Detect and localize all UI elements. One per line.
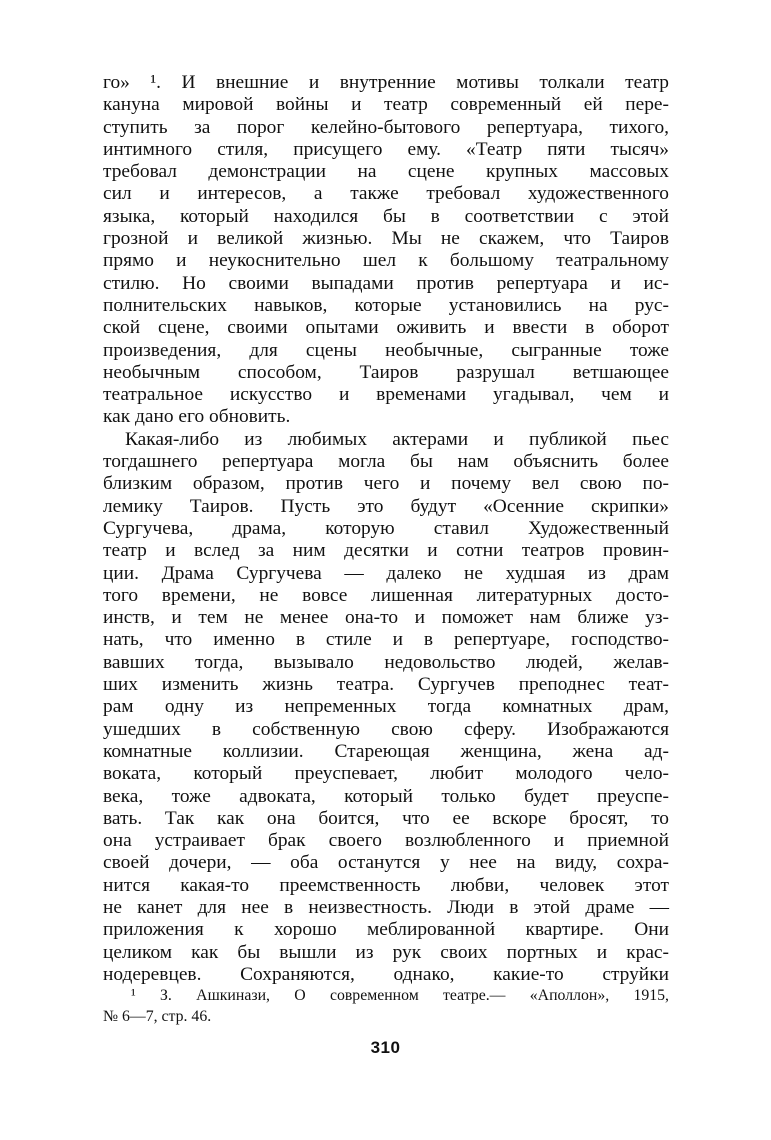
text-line: воката, который преуспевает, любит молодого чело-: [103, 763, 669, 785]
text-line: как дано его обновить.: [103, 406, 291, 428]
text-line: Какая-либо из любимых актерами и публикой пьес: [125, 428, 669, 450]
footnote-line: № 6—7, стр. 46.: [103, 1008, 212, 1025]
text-line: не канет для нее в неизвестность. Люди в этой драме —: [103, 896, 669, 918]
text-line: нодеревцев. Сохраняются, однако, какие-то струйки: [103, 963, 669, 985]
text-line: лемику Таиров. Пусть это будут «Осенние скрипки»: [103, 495, 669, 517]
text-line: произведения, для сцены необычные, сыгранные тоже: [103, 339, 669, 361]
text-line: кануна мировой войны и театр современный ей пере-: [103, 94, 669, 116]
text-line: того времени, не вовсе лишенная литературных досто-: [103, 584, 669, 606]
text-line: полнительских навыков, которые установились на рус-: [103, 294, 669, 316]
text-line: ших изменить жизнь театра. Сургучев преподнес теат-: [103, 674, 669, 696]
text-line: вавших тогда, вызывало недовольство людей, желав-: [103, 651, 669, 673]
text-line: целиком как бы вышли из рук своих портных и крас-: [103, 941, 669, 963]
text-line: театр и вслед за ним десятки и сотни театров провин-: [103, 540, 669, 562]
text-line: нать, что именно в стиле и в репертуаре, господство-: [103, 629, 669, 651]
text-line: ступить за порог келейно-бытового репертуара, тихого,: [103, 116, 669, 138]
text-line: нится какая-то преемственность любви, человек этот: [103, 874, 669, 896]
text-line: тогдашнего репертуара могла бы нам объяснить более: [103, 451, 669, 473]
text-line: необычным способом, Таиров разрушал ветшающее: [103, 361, 669, 383]
text-line: своей дочери, — оба останутся у нее на виду, сохра-: [103, 852, 669, 874]
page-number: 310: [370, 1038, 401, 1057]
text-line: языка, который находился бы в соответствии с этой: [103, 205, 669, 227]
text-line: го» ¹. И внешние и внутренние мотивы толкали театр: [103, 72, 669, 93]
text-line: рам одну из непременных тогда комнатных драм,: [103, 696, 669, 718]
text-line: она устраивает брак своего возлюбленного и приемной: [103, 830, 669, 852]
text-line: века, тоже адвоката, который только будет преуспе-: [103, 785, 669, 807]
text-line: прямо и неукоснительно шел к большому театральному: [103, 250, 669, 272]
text-line: требовал демонстрации на сцене крупных массовых: [103, 161, 669, 183]
text-line: Сургучева, драма, которую ставил Художественный: [103, 517, 669, 539]
text-line: ской сцене, своими опытами оживить и ввести в оборот: [103, 317, 669, 339]
text-line: грозной и великой жизнью. Мы не скажем, что Таиров: [103, 228, 669, 250]
text-line: ушедших в собственную свою сферу. Изображаются: [103, 718, 669, 740]
text-line: сил и интересов, а также требовал художественного: [103, 183, 669, 205]
footnote-line: ¹ З. Ашкинази, О современном театре.— «Аполлон», 1915,: [131, 987, 669, 1004]
text-line: театральное искусство и временами угадывал, чем и: [103, 384, 669, 406]
text-line: интимного стиля, присущего ему. «Театр пяти тысяч»: [103, 138, 669, 160]
text-line: вать. Так как она боится, что ее вскоре бросят, то: [103, 807, 669, 829]
text-line: приложения к хорошо меблированной квартире. Они: [103, 919, 669, 941]
text-line: ции. Драма Сургучева — далеко не худшая из драм: [103, 562, 669, 584]
text-line: стилю. Но своими выпадами против репертуара и ис-: [103, 272, 669, 294]
text-line: инств, и тем не менее она-то и поможет нам ближе уз-: [103, 607, 669, 629]
text-line: близким образом, против чего и почему вел свою по-: [103, 473, 669, 495]
footnote: [103, 985, 669, 1027]
main-text: [103, 72, 669, 986]
text-line: комнатные коллизии. Стареющая женщина, жена ад-: [103, 740, 669, 762]
